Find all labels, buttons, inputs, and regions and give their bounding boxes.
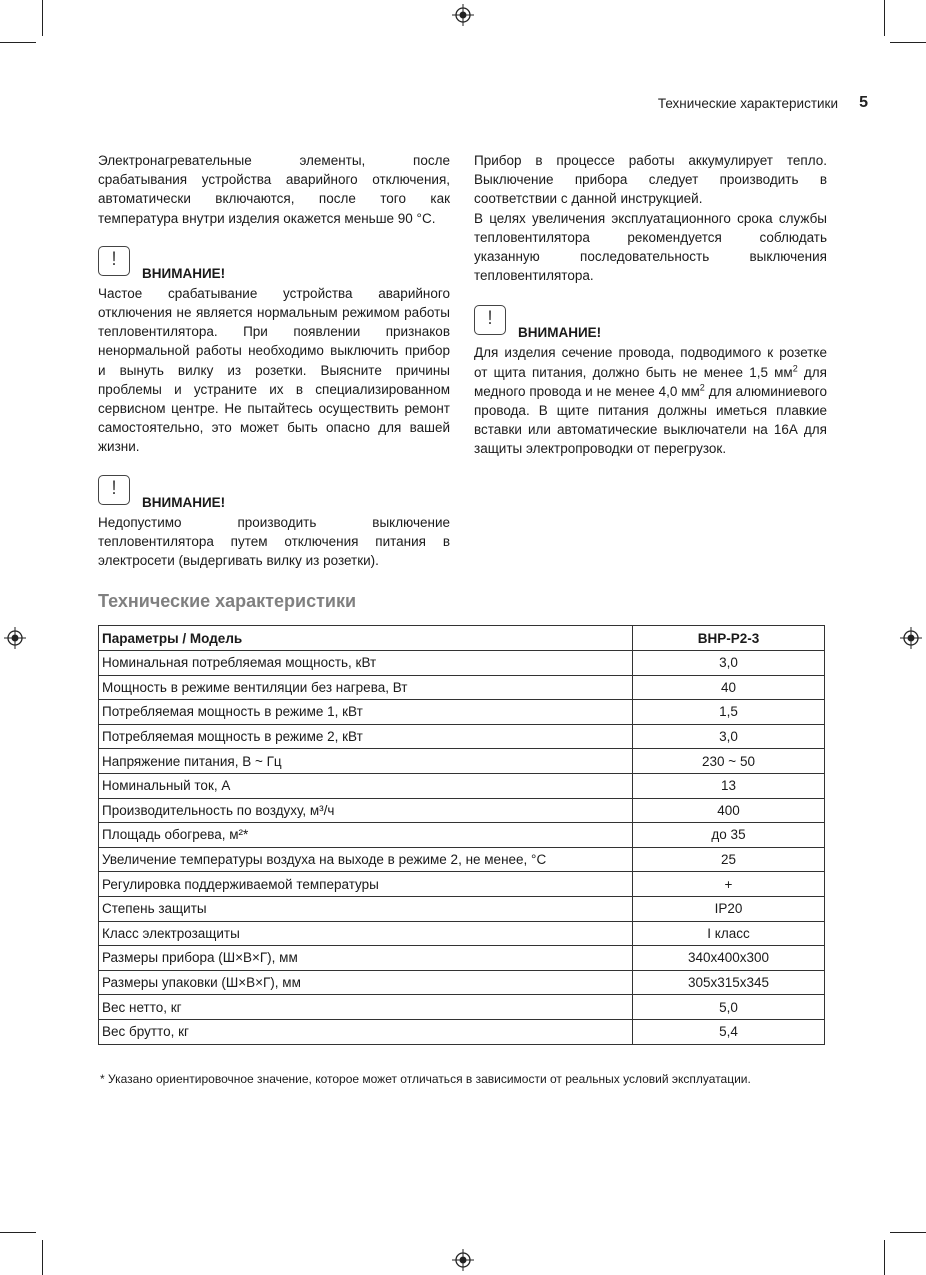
warning-label: ВНИМАНИЕ! (142, 265, 226, 281)
header-param: Параметры / Модель (99, 626, 633, 651)
header-model: BHP-P2-3 (633, 626, 825, 651)
crop-mark (0, 42, 36, 43)
header-section: Технические характеристики (657, 96, 838, 111)
row-value: 40 (633, 675, 825, 700)
row-value: 5,0 (633, 995, 825, 1020)
warning-label: ВНИМАНИЕ! (518, 325, 602, 341)
row-param: Увеличение температуры воздуха на выходе в режиме 2, не менее, °С (99, 847, 633, 872)
row-value: 1,5 (633, 700, 825, 725)
row-value: 400 (633, 798, 825, 823)
exclamation-icon: ! (98, 475, 130, 505)
table-row (99, 798, 825, 823)
table-row (99, 823, 825, 848)
warning-block (98, 246, 450, 284)
table-row (99, 946, 825, 971)
spec-table (98, 625, 825, 1045)
row-value: 230 ~ 50 (633, 749, 825, 774)
warning-text (474, 343, 827, 458)
table-row (99, 724, 825, 749)
running-header (657, 94, 868, 111)
row-value: 13 (633, 773, 825, 798)
crop-mark (890, 1232, 926, 1233)
table-row (99, 896, 825, 921)
warning-block (98, 475, 450, 513)
superscript: 2 (699, 382, 705, 393)
paragraph: В целях увеличения эксплуатационного срока службы тепловентилятора рекомендуется соблюдать указанную последовательность выключения тепловентилятора. (474, 210, 827, 284)
table-row (99, 847, 825, 872)
table-row (99, 773, 825, 798)
warning-text: Недопустимо производить выключение тепловентилятора путем отключения питания в электросети (выдергивать вилку из розетки). (98, 514, 450, 569)
row-param: Напряжение питания, В ~ Гц (99, 749, 633, 774)
exclamation-icon: ! (98, 246, 130, 276)
crop-mark (884, 1240, 885, 1275)
table-row (99, 995, 825, 1020)
row-value: I класс (633, 921, 825, 946)
crop-mark (890, 42, 926, 43)
row-param: Производительность по воздуху, м³/ч (99, 798, 633, 823)
row-param: Номинальная потребляемая мощность, кВт (99, 651, 633, 676)
warning-label: ВНИМАНИЕ! (142, 494, 226, 510)
row-param: Потребляемая мощность в режиме 1, кВт (99, 700, 633, 725)
row-param: Размеры упаковки (Ш×В×Г), мм (99, 970, 633, 995)
row-value: 5,4 (633, 1019, 825, 1044)
row-param: Класс электрозащиты (99, 921, 633, 946)
row-value: + (633, 872, 825, 897)
table-header-row (99, 626, 825, 651)
table-row (99, 1019, 825, 1044)
exclamation-icon: ! (474, 305, 506, 335)
table-row (99, 675, 825, 700)
table-row (99, 700, 825, 725)
left-column (98, 151, 450, 570)
row-param: Размеры прибора (Ш×В×Г), мм (99, 946, 633, 971)
row-param: Вес нетто, кг (99, 995, 633, 1020)
table-row (99, 872, 825, 897)
registration-mark-icon (452, 4, 474, 26)
crop-mark (0, 1232, 36, 1233)
row-value: 340х400х300 (633, 946, 825, 971)
row-value: 305х315х345 (633, 970, 825, 995)
warning-text-part: для медного провода и не менее 4,0 мм (474, 364, 827, 399)
section-title: Технические характеристики (98, 591, 357, 611)
crop-mark (884, 0, 885, 36)
warning-text: Частое срабатывание устройства аварийного отключения не является нормальным режимом работы тепловентилятора. При появлении признаков ненормальной работы необходимо выключить прибор и вынуть вилку из розетки. Выясните причины проблемы и устраните их в специализированном сервисном центре. Не пытайтесь осуществить ремонт самостоятельно, это может быть опасно для вашей жизни. (98, 285, 450, 455)
right-column (474, 151, 827, 459)
registration-mark-icon (452, 1249, 474, 1271)
table-row (99, 749, 825, 774)
row-param: Номинальный ток, А (99, 773, 633, 798)
crop-mark (42, 1240, 43, 1275)
table-row (99, 921, 825, 946)
registration-mark-icon (900, 627, 922, 649)
row-value: IP20 (633, 896, 825, 921)
warning-block (474, 305, 827, 343)
footnote: * Указано ориентировочное значение, которое может отличаться в зависимости от реальных условий эксплуатации. (100, 1072, 751, 1086)
row-param: Регулировка поддерживаемой температуры (99, 872, 633, 897)
row-param: Площадь обогрева, м²* (99, 823, 633, 848)
intro-paragraph: Электронагревательные элементы, после срабатывания устройства аварийного отключения, автоматически включаются, после того как температура внутри изделия окажется меньше 90 °С. (98, 153, 450, 226)
row-param: Потребляемая мощность в режиме 2, кВт (99, 724, 633, 749)
crop-mark (42, 0, 43, 36)
row-value: до 35 (633, 823, 825, 848)
row-value: 3,0 (633, 651, 825, 676)
warning-text-part: Для изделия сечение провода, подводимого к розетке от щита питания, должно быть не менее 1,5 мм (474, 345, 827, 380)
registration-mark-icon (4, 627, 26, 649)
row-value: 25 (633, 847, 825, 872)
page-number: 5 (859, 94, 868, 111)
row-param: Вес брутто, кг (99, 1019, 633, 1044)
row-value: 3,0 (633, 724, 825, 749)
table-row (99, 970, 825, 995)
row-param: Мощность в режиме вентиляции без нагрева, Вт (99, 675, 633, 700)
superscript: 2 (792, 363, 798, 374)
warning-text-part: для алюминиевого провода. В щите питания должны иметься плавкие вставки или автоматические выключатели на 16А для защиты электропроводки от перегрузок. (474, 383, 827, 457)
paragraph: Прибор в процессе работы аккумулирует тепло. Выключение прибора следует производить в соответствии с данной инструкцией. (474, 153, 827, 207)
table-row (99, 651, 825, 676)
row-param: Степень защиты (99, 896, 633, 921)
